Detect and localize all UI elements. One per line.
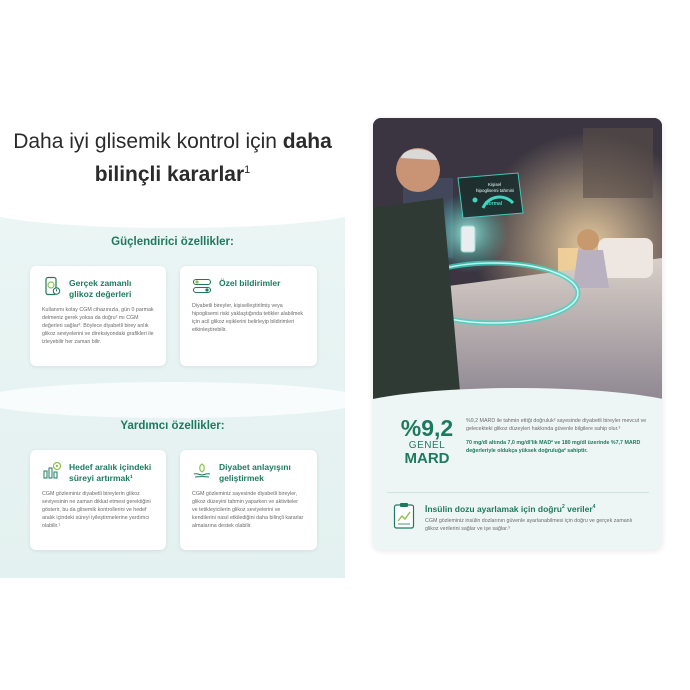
top-wave-decoration (0, 210, 345, 228)
card-custom-alerts (180, 266, 317, 366)
insulin-title-sup2: 4 (592, 504, 596, 511)
card-realtime-glucose (30, 266, 166, 366)
insulin-title (425, 504, 595, 514)
hero-title-sup: 1 (244, 164, 251, 176)
divider (387, 492, 649, 493)
card-realtime-glucose-title: Gerçek zamanlı glikoz değerleri (69, 278, 132, 299)
mard-description (466, 417, 652, 455)
overlay-title-line2: hipoglisemi tahmini (476, 188, 515, 193)
hero-title-prefix: Daha iyi glisemik kontrol için (13, 130, 283, 153)
mard-value: %9,2 (400, 415, 454, 441)
overlay-title-line1: Kişisel (488, 182, 502, 187)
overlay-status: Normal (485, 201, 503, 207)
helper-features-title: Yardımcı özellikler: (120, 420, 225, 432)
card-diabetes-understanding (180, 450, 317, 550)
insulin-title-main: İnsülin dozu ayarlamak için doğru (425, 504, 562, 514)
mard-word: MARD (404, 450, 450, 467)
mard-info-card (373, 118, 662, 550)
card-time-in-range-body: CGM gözleminiz diyabetli bireylerin glikoz seviyesinin ne zaman dikkat etmesi gerektiğini gösterir, bu da glisemik kontrollerini ve hedef aralık içindeki süreyi iyileştirmelerine yardımcı olabilir.¹ (42, 491, 151, 529)
hero-title-bold-1: daha (282, 130, 332, 153)
card-custom-alerts-body: Diyabetli bireyler, kişiselleştirilmiş veya hipoglisemi riski yaklaştığında tetikler alabilmek için acil glikoz eşiklerini belirleyip bildirimleri etkinleştirebilir. (192, 303, 303, 333)
card-realtime-glucose-body: Kullanımı kolay CGM cihazınızla, gün 0 parmak delmeniz gerek yoksa da doğru² mı CGM değerleri sağlar³. Böylece diyabetli birey anlık glikoz seviyelerini ve direksiyondaki grafikleri ile izleyebilir her zaman bilir. (42, 307, 154, 345)
hero-title (0, 128, 345, 189)
hero-title-bold-2: bilinçli kararlar (94, 163, 245, 186)
mard-description-2: 70 mg/dl altında 7,0 mg/dl'lik MAD² ve 180 mg/dl üzerinde %7,7 MARD değerleriyle oldukça yüksek doğruluğa² sahiptir. (466, 440, 641, 454)
card-diabetes-understanding-title: Diyabet anlayışını geliştirmek (219, 462, 291, 483)
clipboard-chart-icon (393, 502, 415, 530)
hero-photo (373, 118, 662, 403)
card-diabetes-understanding-body: CGM gözleminiz sayesinde diyabetli bireyler, glikoz düzeyini tahmin yaparken ve aktiviteler ve tetikleyicilerin glikoz seviyelerini ve kendilerini nasıl etkilediğini daha bilinçli kararlar almalarına destek olabilir. (192, 491, 304, 529)
card-time-in-range (30, 450, 166, 550)
mard-sub: GENEL (408, 440, 446, 451)
mard-highlight (387, 416, 467, 467)
mard-description-1: %9,2 MARD ile tahmin ettiği doğruluk² sayesinde diyabetli bireyler mevcut ve gelecekteki glikoz düzeyleri hakkında güvenle bilgilere sahip olur.³ (466, 418, 647, 432)
enhanced-features-title: Güçlendirici özellikler: (111, 236, 234, 248)
card-custom-alerts-title: Özel bildirimler (219, 278, 281, 288)
middle-wave-decoration (0, 382, 345, 418)
insulin-title-sup: 2 (561, 504, 565, 511)
card-time-in-range-title: Hedef aralık içindeki süreyi artırmak¹ (69, 462, 152, 483)
plant-hand-icon (192, 460, 212, 480)
toggle-alerts-icon (192, 276, 212, 296)
insulin-description: CGM gözleminiz insülin dozlarının güvenle ayarlanabilmesi için doğru ve gerçek zamanlı glikoz verilerini sağlar ve işe sağlar.³ (425, 518, 633, 532)
bedroom-scene-illustration (373, 118, 662, 403)
phone-glucose-icon (42, 276, 62, 296)
insulin-title-end: veriler (564, 504, 593, 514)
bar-chart-target-icon (42, 460, 62, 480)
